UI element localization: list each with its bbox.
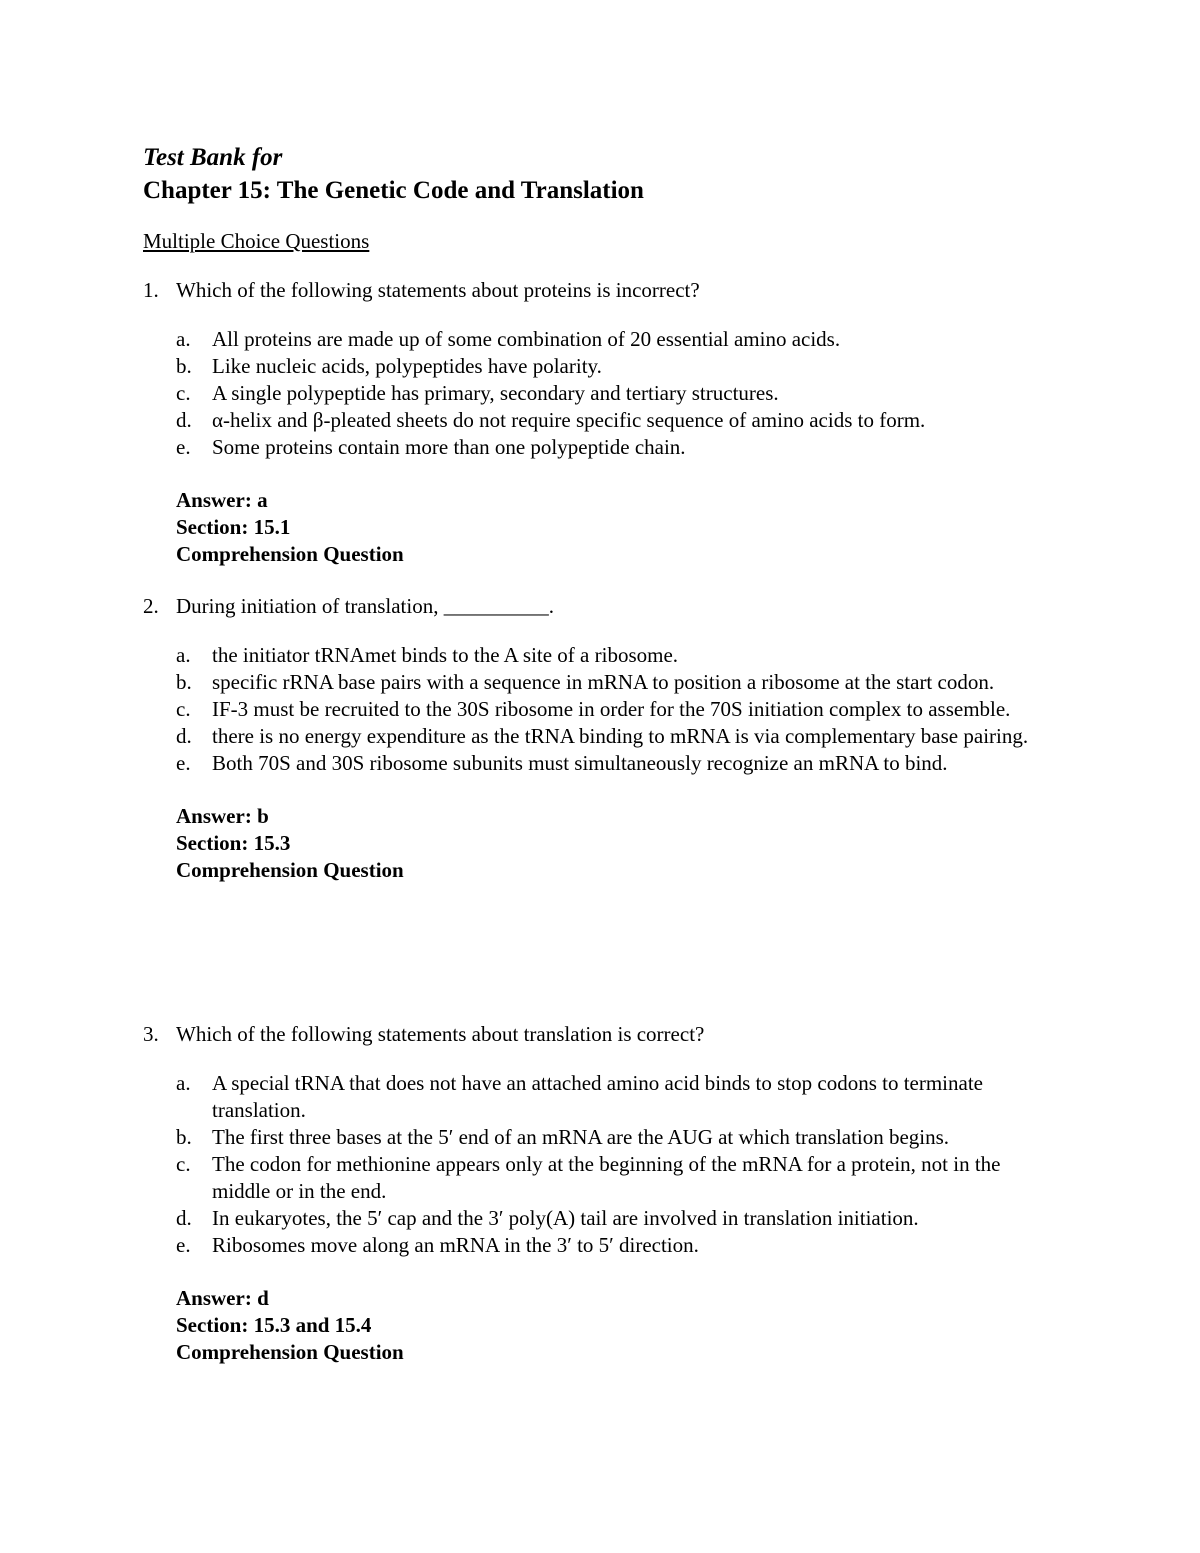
option-text: there is no energy expenditure as the tRNA binding to mRNA is via complementary base pairing. [212, 724, 1029, 748]
option-letter: d. [176, 1206, 192, 1230]
option-text: The codon for methionine appears only at the beginning of the mRNA for a protein, not in the middle or in the end. [212, 1152, 1001, 1203]
option-letter: e. [176, 435, 191, 459]
question-number: 1. [143, 278, 159, 302]
option-text: specific rRNA base pairs with a sequence in mRNA to position a ribosome at the start codon. [212, 670, 995, 694]
option-text: A special tRNA that does not have an attached amino acid binds to stop codons to terminate translation. [212, 1071, 983, 1122]
title-test-bank: Test Bank for [143, 144, 283, 171]
question-stem [143, 277, 1043, 304]
option-letter: d. [176, 724, 192, 748]
option-a [143, 1070, 1042, 1124]
option-a [143, 642, 1042, 669]
option-text: Like nucleic acids, polypeptides have polarity. [212, 354, 602, 378]
option-b [143, 669, 1042, 696]
option-text: α-helix and β-pleated sheets do not require specific sequence of amino acids to form. [212, 408, 926, 432]
option-letter: c. [176, 1152, 191, 1176]
question-text: During initiation of translation, __________. [176, 594, 554, 618]
section-reference: Section: 15.3 [176, 831, 291, 855]
option-text: Ribosomes move along an mRNA in the 3′ to 5′ direction. [212, 1233, 699, 1257]
answer-key: Answer: b [176, 804, 269, 828]
option-letter: e. [176, 1233, 191, 1257]
option-c [143, 1151, 1042, 1205]
answer-block [143, 803, 1043, 884]
section-reference: Section: 15.3 and 15.4 [176, 1313, 372, 1337]
question-number: 2. [143, 594, 159, 618]
section-heading: Multiple Choice Questions [143, 229, 370, 253]
option-letter: a. [176, 643, 191, 667]
question-stem [143, 1021, 1043, 1048]
option-text: All proteins are made up of some combination of 20 essential amino acids. [212, 327, 841, 351]
answer-block [143, 487, 1043, 568]
option-letter: e. [176, 751, 191, 775]
option-d [143, 723, 1042, 750]
option-letter: c. [176, 381, 191, 405]
section-reference: Section: 15.1 [176, 515, 291, 539]
option-letter: a. [176, 327, 191, 351]
answer-block [143, 1285, 1043, 1366]
option-letter: b. [176, 1125, 192, 1149]
option-d [143, 407, 1042, 434]
answer-key: Answer: d [176, 1286, 269, 1310]
option-a [143, 326, 1042, 353]
option-e [143, 434, 1042, 461]
question-type: Comprehension Question [176, 858, 404, 882]
option-e [143, 1232, 1042, 1259]
question-type: Comprehension Question [176, 1340, 404, 1364]
option-text: In eukaryotes, the 5′ cap and the 3′ poly(A) tail are involved in translation initiation. [212, 1206, 919, 1230]
option-text: A single polypeptide has primary, secondary and tertiary structures. [212, 381, 779, 405]
question-2 [143, 593, 1043, 884]
question-3 [143, 1021, 1043, 1366]
question-1 [143, 277, 1043, 568]
question-text: Which of the following statements about translation is correct? [176, 1022, 705, 1046]
option-d [143, 1205, 1042, 1232]
option-text: IF-3 must be recruited to the 30S ribosome in order for the 70S initiation complex to assemble. [212, 697, 1011, 721]
question-type: Comprehension Question [176, 542, 404, 566]
option-text: The first three bases at the 5′ end of an mRNA are the AUG at which translation begins. [212, 1125, 950, 1149]
option-text: the initiator tRNAmet binds to the A site of a ribosome. [212, 643, 679, 667]
option-b [143, 1124, 1042, 1151]
question-text: Which of the following statements about proteins is incorrect? [176, 278, 700, 302]
answer-key: Answer: a [176, 488, 268, 512]
option-letter: a. [176, 1071, 191, 1095]
option-b [143, 353, 1042, 380]
option-text: Some proteins contain more than one polypeptide chain. [212, 435, 686, 459]
answer-options [143, 1070, 1043, 1259]
option-letter: b. [176, 670, 192, 694]
option-letter: b. [176, 354, 192, 378]
option-e [143, 750, 1042, 777]
option-letter: c. [176, 697, 191, 721]
question-stem [143, 593, 1043, 620]
answer-options [143, 326, 1043, 461]
answer-options [143, 642, 1043, 777]
option-c [143, 696, 1042, 723]
question-number: 3. [143, 1022, 159, 1046]
option-text: Both 70S and 30S ribosome subunits must simultaneously recognize an mRNA to bind. [212, 751, 948, 775]
option-c [143, 380, 1042, 407]
chapter-title: Chapter 15: The Genetic Code and Translation [143, 177, 644, 204]
option-letter: d. [176, 408, 192, 432]
